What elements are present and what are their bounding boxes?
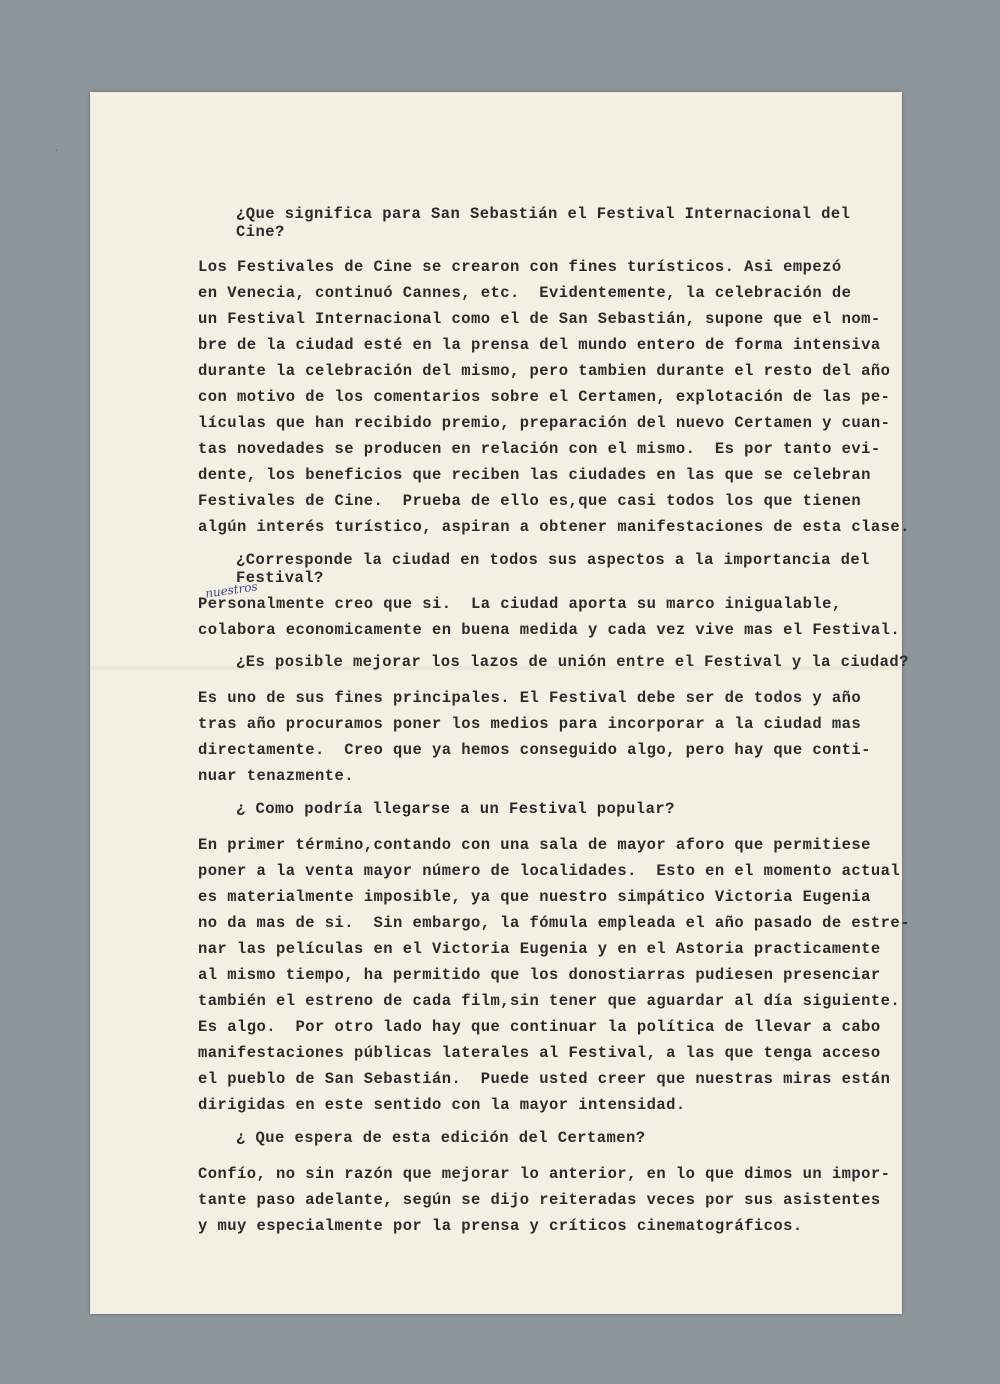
handwritten-correction: nuestros (204, 579, 259, 601)
answer-line: directamente. Creo que ya hemos conseguido algo, pero hay que conti- (198, 741, 871, 759)
answer-line: con motivo de los comentarios sobre el Certamen, explotación de las pe- (198, 388, 891, 406)
answer-line: el pueblo de San Sebastián. Puede usted creer que nuestras miras están (198, 1070, 891, 1088)
answer-line: dente, los beneficios que reciben las ciudades en las que se celebran (198, 466, 871, 484)
answer-line: Confío, no sin razón que mejorar lo anterior, en lo que dimos un impor- (198, 1165, 891, 1183)
answer-line: nuar tenazmente. (198, 767, 355, 785)
answer-line: Festivales de Cine. Prueba de ello es,que casi todos los que tienen (198, 492, 862, 510)
question-line: ¿ Que espera de esta edición del Certamen? (236, 1129, 646, 1147)
answer-line: Los Festivales de Cine se crearon con fines turísticos. Asi empezó (198, 258, 842, 276)
question-line: ¿Corresponde la ciudad en todos sus aspectos a la importancia del (236, 551, 870, 569)
answer-line: tras año procuramos poner los medios para incorporar a la ciudad mas (198, 715, 862, 733)
question-line: Cine? (236, 223, 285, 241)
answer-line: también el estreno de cada film,sin tener que aguardar al día siguiente. (198, 992, 901, 1010)
answer-line: un Festival Internacional como el de San Sebastián, supone que el nom- (198, 310, 881, 328)
question-line: Festival? (236, 569, 324, 587)
answer-line: es materialmente imposible, ya que nuestro simpático Victoria Eugenia (198, 888, 871, 906)
answer-line: lículas que han recibido premio, preparación del nuevo Certamen y cuan- (198, 414, 891, 432)
answer-line: tas novedades se producen en relación con el mismo. Es por tanto evi- (198, 440, 881, 458)
answer-line: al mismo tiempo, ha permitido que los donostiarras pudiesen presenciar (198, 966, 881, 984)
answer-line: bre de la ciudad esté en la prensa del mundo entero de forma intensiva (198, 336, 881, 354)
answer-line: durante la celebración del mismo, pero tambien durante el resto del año (198, 362, 891, 380)
question-line: ¿Es posible mejorar los lazos de unión entre el Festival y la ciudad? (236, 653, 909, 671)
answer-line: Es uno de sus fines principales. El Festival debe ser de todos y año (198, 689, 862, 707)
question-line: ¿Que significa para San Sebastián el Festival Internacional del (236, 205, 851, 223)
answer-line: En primer término,contando con una sala de mayor aforo que permitiese (198, 836, 871, 854)
answer-line: colabora economicamente en buena medida y cada vez vive mas el Festival. (198, 621, 901, 639)
answer-line: no da mas de si. Sin embargo, la fómula empleada el año pasado de estre- (198, 914, 910, 932)
answer-line: tante paso adelante, según se dijo reiteradas veces por sus asistentes (198, 1191, 881, 1209)
answer-line: poner a la venta mayor número de localidades. Esto en el momento actual (198, 862, 901, 880)
answer-line: manifestaciones públicas laterales al Festival, a las que tenga acceso (198, 1044, 881, 1062)
answer-line: Es algo. Por otro lado hay que continuar la política de llevar a cabo (198, 1018, 881, 1036)
answer-line: en Venecia, continuó Cannes, etc. Evidentemente, la celebración de (198, 284, 852, 302)
answer-line: Personalmente creo que si. La ciudad aporta su marco inigualable, (198, 595, 842, 613)
answer-line: algún interés turístico, aspiran a obtener manifestaciones de esta clase. (198, 518, 910, 536)
answer-line: nar las películas en el Victoria Eugenia y en el Astoria practicamente (198, 940, 881, 958)
answer-line: y muy especialmente por la prensa y críticos cinematográficos. (198, 1217, 803, 1235)
typewritten-page (90, 92, 910, 1314)
margin-mark: · (55, 146, 59, 157)
question-line: ¿ Como podría llegarse a un Festival popular? (236, 800, 675, 818)
answer-line: dirigidas en este sentido con la mayor intensidad. (198, 1096, 686, 1114)
